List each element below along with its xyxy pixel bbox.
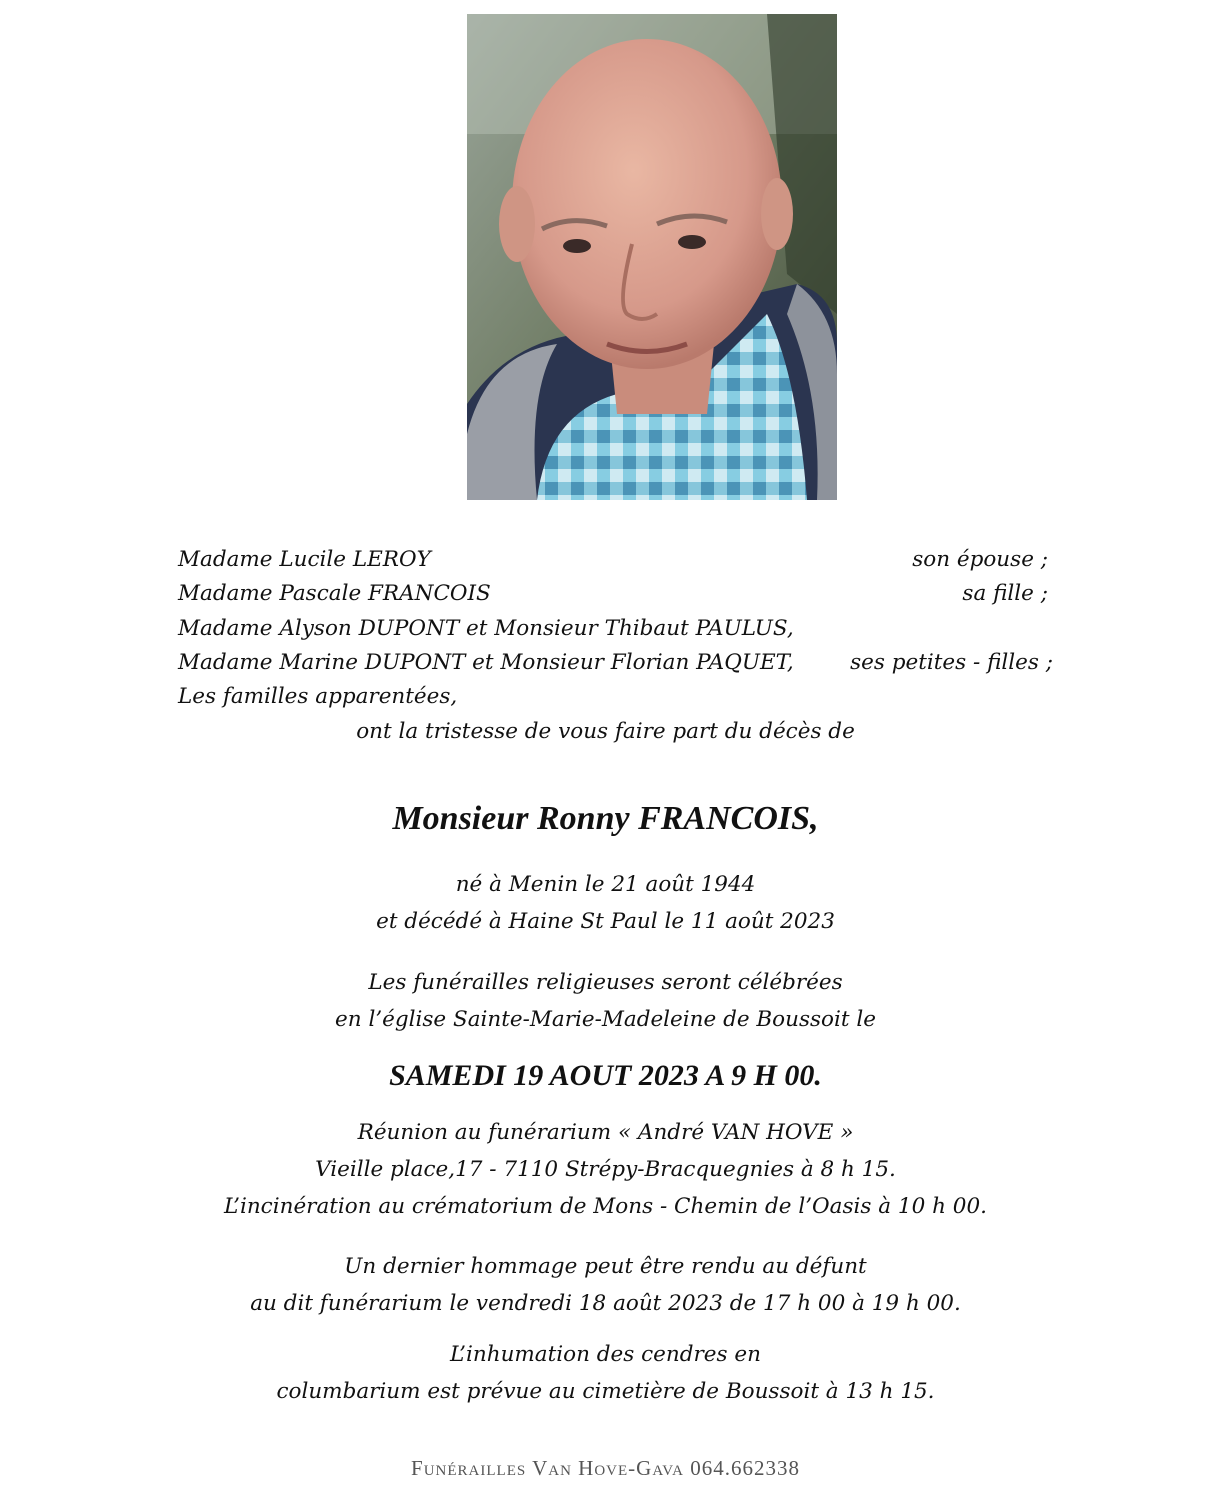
relative-row [178,681,1058,713]
deceased-name: Monsieur Ronny FRANCOIS, [392,800,819,837]
relative-row [178,647,1058,679]
meeting-info-line: Réunion au funérarium « André VAN HOVE » [357,1120,854,1145]
relative-row [178,578,1058,610]
death-info: et décédé à Haine St Paul le 11 août 2023 [376,909,835,934]
portrait-illustration [467,14,837,500]
funeral-info-line: en l’église Sainte-Marie-Madeleine de Boussoit le [335,1007,876,1032]
burial-info-line: L’inhumation des cendres en [450,1342,761,1367]
meeting-info-line: Vieille place,17 - 7110 Strépy-Bracquegnies à 8 h 15. [315,1157,896,1182]
funeral-date: SAMEDI 19 AOUT 2023 A 9 H 00. [389,1059,822,1092]
tribute-info-line: Un dernier hommage peut être rendu au défunt [344,1254,867,1279]
funeral-home-footer: Funérailles Van Hove-Gava 064.662338 [411,1456,800,1480]
announcement: ont la tristesse de vous faire part du décès de [356,719,855,744]
relative-row [178,544,1058,576]
relative-role: sa fille ; [962,581,1048,606]
relative-row [178,613,1058,645]
funeral-info-line: Les funérailles religieuses seront célébrées [368,970,843,995]
relative-name: Madame Pascale FRANCOIS [178,581,491,606]
portrait-photo [467,14,837,500]
burial-info-line: columbarium est prévue au cimetière de Boussoit à 13 h 15. [276,1379,935,1404]
relative-name: Madame Lucile LEROY [178,547,431,572]
tribute-info-line: au dit funérarium le vendredi 18 août 2023 de 17 h 00 à 19 h 00. [250,1291,961,1316]
birth-info: né à Menin le 21 août 1944 [455,872,756,897]
meeting-info-line: L’incinération au crématorium de Mons - Chemin de l’Oasis à 10 h 00. [224,1194,987,1219]
relative-name: Les familles apparentées, [178,684,458,709]
relative-name: Madame Marine DUPONT et Monsieur Florian PAQUET, [178,650,794,675]
relative-name: Madame Alyson DUPONT et Monsieur Thibaut PAULUS, [178,616,794,641]
relative-role: son épouse ; [912,547,1048,572]
relative-role: ses petites - filles ; [850,650,1053,675]
